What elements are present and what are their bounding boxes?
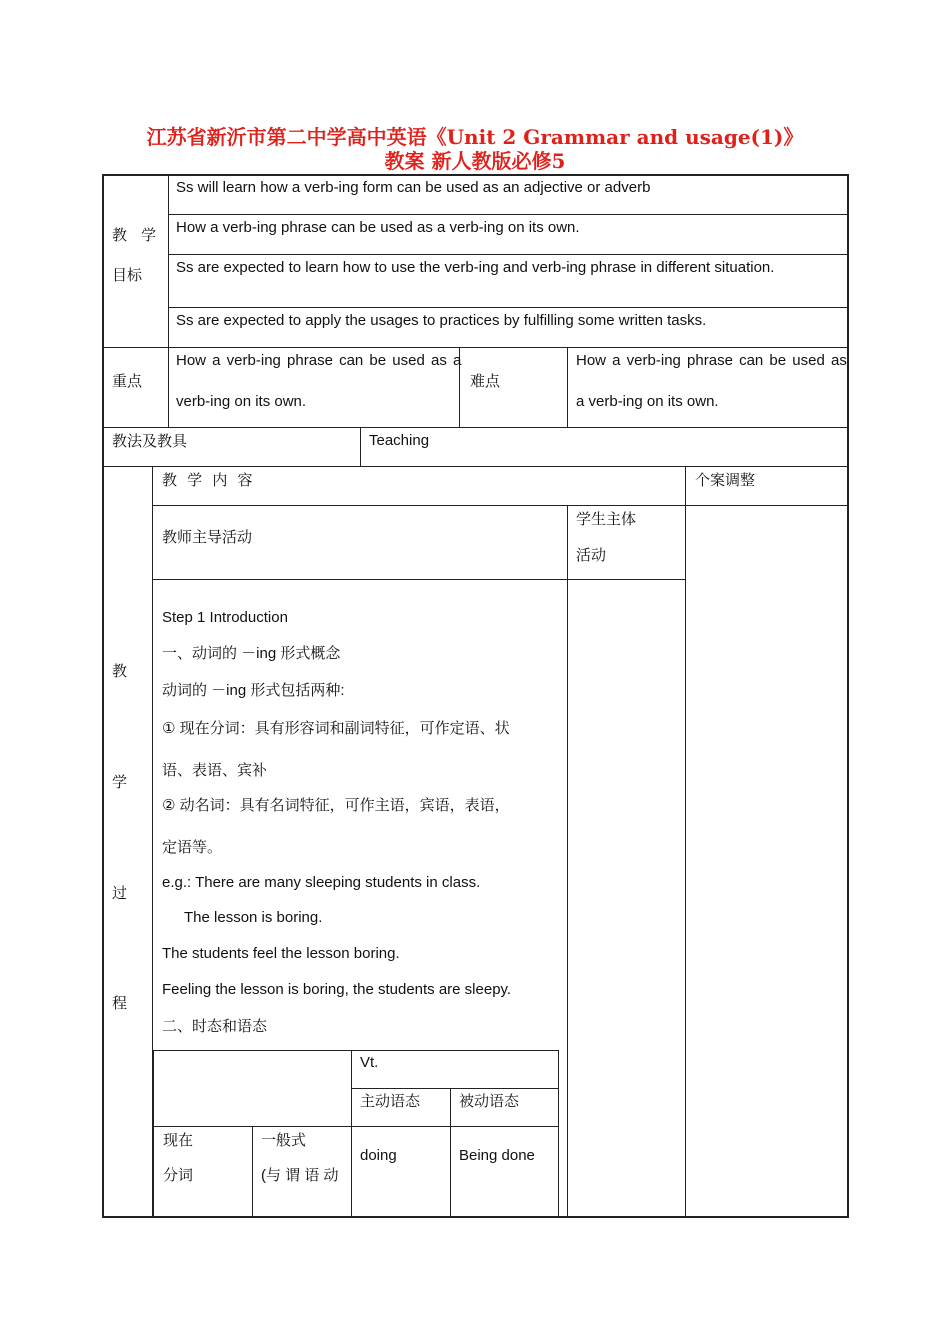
row-divider — [168, 254, 848, 255]
row-divider — [152, 505, 848, 506]
content-line: 语、表语、宾补 — [162, 762, 268, 779]
passive-voice-header: 被动语态 — [459, 1093, 520, 1110]
tense-label: 一般式 — [261, 1132, 307, 1149]
passive-value: Being done — [459, 1147, 535, 1164]
objective-item: Ss are expected to learn how to use the verb-ing and verb-ing phrase in different situation. — [176, 259, 775, 276]
adjust-col-divider — [685, 467, 686, 1217]
content-line: 动词的 －ing 形式包括两种: — [162, 682, 345, 699]
process-side-char: 教 — [112, 663, 128, 680]
tense-voice-table — [153, 1050, 559, 1217]
active-voice-header: 主动语态 — [360, 1093, 421, 1110]
key-points-text: How a verb-ing phrase can be used as a — [176, 352, 462, 369]
objectives-label-2: 目标 — [112, 267, 143, 284]
teacher-activity-header: 教师主导活动 — [162, 529, 253, 546]
methods-value: Teaching — [369, 432, 430, 449]
col-divider — [252, 1126, 253, 1217]
key-points-text-2: verb-ing on its own. — [176, 393, 307, 410]
col-divider — [168, 348, 169, 427]
content-line: ① 现在分词：具有形容词和副词特征，可作定语、状 — [162, 720, 510, 737]
objective-item: Ss will learn how a verb-ing form can be used as an adjective or adverb — [176, 179, 651, 196]
adjust-header: 个案调整 — [695, 472, 756, 489]
process-side-char: 程 — [112, 995, 128, 1012]
col-divider — [450, 1088, 451, 1217]
col-divider — [567, 348, 568, 427]
active-value: doing — [360, 1147, 397, 1164]
row-divider — [153, 1126, 559, 1127]
content-line: Feeling the lesson is boring, the students are sleepy. — [162, 981, 512, 998]
row-divider — [103, 427, 848, 428]
content-header: 教 学 内 容 — [162, 472, 253, 489]
methods-label: 教法及教具 — [112, 433, 188, 450]
document-title-line-2: 教案 新人教版必修5 — [384, 149, 566, 173]
difficulty-label: 难点 — [470, 373, 501, 390]
row-divider — [168, 307, 848, 308]
process-side-char: 过 — [112, 885, 128, 902]
content-line: 一、动词的 －ing 形式概念 — [162, 645, 341, 662]
col-divider — [351, 1050, 352, 1217]
difficulty-text: How a verb-ing phrase can be used as — [576, 352, 847, 369]
content-line: The lesson is boring. — [184, 909, 323, 926]
process-side-char: 学 — [112, 774, 128, 791]
objective-item: Ss are expected to apply the usages to practices by fulfilling some written tasks. — [176, 312, 707, 329]
content-line: e.g.: There are many sleeping students in class. — [162, 874, 481, 891]
difficulty-text-2: a verb-ing on its own. — [576, 393, 719, 410]
objectives-label: 教 学 — [112, 227, 157, 244]
key-points-label: 重点 — [112, 373, 143, 390]
participle-label: 现在 — [163, 1132, 194, 1149]
student-activity-header-2: 活动 — [576, 547, 607, 564]
row-divider — [103, 347, 848, 348]
student-activity-header: 学生主体 — [576, 511, 637, 528]
row-divider — [152, 579, 685, 580]
tense-label-2: (与 谓 语 动 — [261, 1167, 339, 1184]
vt-header: Vt. — [360, 1054, 379, 1071]
row-divider — [168, 214, 848, 215]
content-line: The students feel the lesson boring. — [162, 945, 400, 962]
row-divider — [351, 1088, 559, 1089]
objective-item: How a verb-ing phrase can be used as a verb-ing on its own. — [176, 219, 580, 236]
content-line: ② 动名词：具有名词特征，可作主语，宾语，表语， — [162, 797, 510, 814]
content-line: Step 1 Introduction — [162, 609, 288, 626]
col-divider — [360, 428, 361, 466]
row-divider — [103, 466, 848, 467]
content-line: 定语等。 — [162, 839, 223, 856]
student-col-divider — [567, 506, 568, 1217]
participle-label-2: 分词 — [163, 1167, 194, 1184]
content-line: 二、时态和语态 — [162, 1018, 268, 1035]
objectives-divider — [168, 175, 169, 349]
document-title-line-1: 江苏省新沂市第二中学高中英语《Unit 2 Grammar and usage(1)》 — [146, 125, 804, 149]
